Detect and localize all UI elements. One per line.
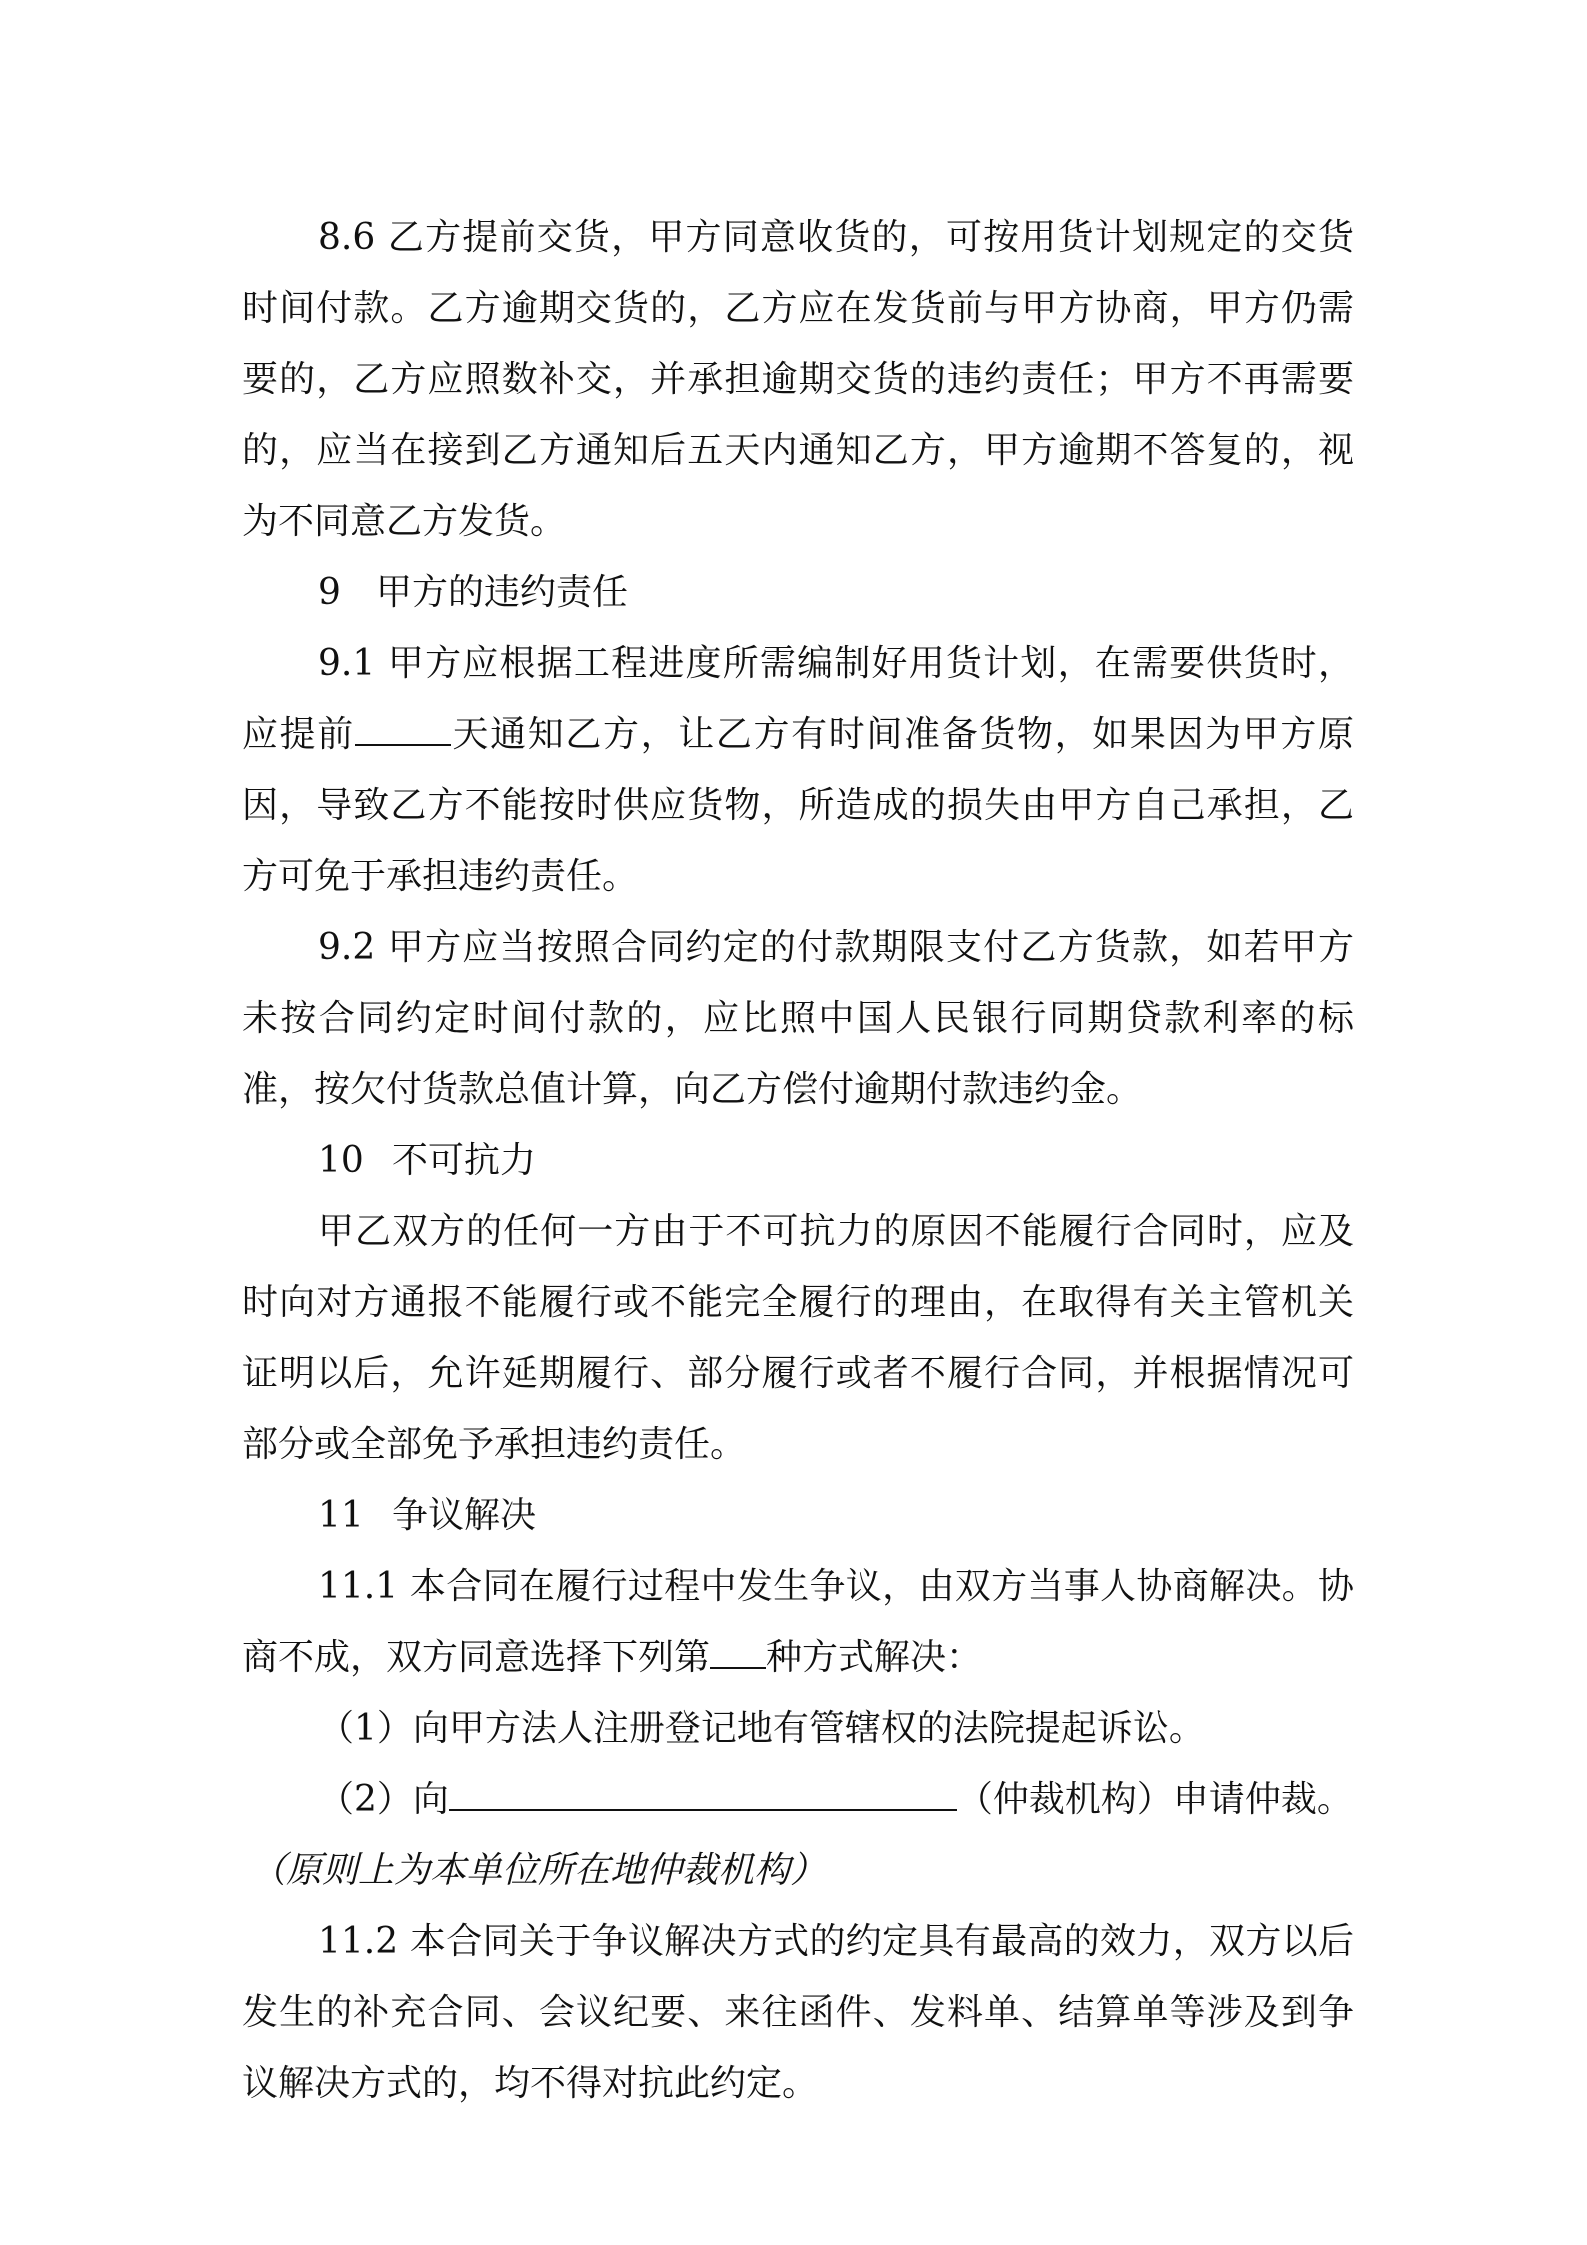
option-2-part-b: （仲裁机构）申请仲裁。 xyxy=(956,1779,1353,1820)
clause-11-1 xyxy=(242,1551,1354,1693)
heading-10-number: 10 xyxy=(318,1140,364,1181)
heading-11 xyxy=(242,1480,1354,1551)
option-2-part-a: （2）向 xyxy=(318,1779,449,1820)
clause-8-6: 8.6 乙方提前交货，甲方同意收货的，可按用货计划规定的交货时间付款。乙方逾期交货的，乙方应在发货前与甲方协商，甲方仍需要的，乙方应照数补交，并承担逾期交货的违约责任；甲方不再需要的，应当在接到乙方通知后五天内通知乙方，甲方逾期不答复的，视为不同意乙方发货。 xyxy=(242,217,1354,542)
clause-10: 甲乙双方的任何一方由于不可抗力的原因不能履行合同时，应及时向对方通报不能履行或不能完全履行的理由，在取得有关主管机关证明以后，允许延期履行、部分履行或者不履行合同，并根据情况可部分或全部免予承担违约责任。 xyxy=(242,1211,1354,1465)
heading-9-number: 9 xyxy=(318,572,341,613)
clause-11-1-part-a: 11.1 本合同在履行过程中发生争议，由双方当事人协商解决。协商不成，双方同意选择下列第 xyxy=(242,1566,1354,1678)
document-page xyxy=(242,202,1354,2119)
option-1: （1）向甲方法人注册登记地有管辖权的法院提起诉讼。 xyxy=(318,1708,1205,1749)
clause-11-2: 11.2 本合同关于争议解决方式的约定具有最高的效力，双方以后发生的补充合同、会议纪要、来往函件、发料单、结算单等涉及到争议解决方式的，均不得对抗此约定。 xyxy=(242,1921,1354,2104)
clause-9-2: 9.2 甲方应当按照合同约定的付款期限支付乙方货款，如若甲方未按合同约定时间付款的，应比照中国人民银行同期贷款利率的标准，按欠付货款总值计算，向乙方偿付逾期付款违约金。 xyxy=(242,927,1354,1110)
arbitration-body-blank[interactable] xyxy=(449,1777,957,1811)
heading-11-number: 11 xyxy=(318,1495,364,1536)
clause-11-1-part-b: 种方式解决： xyxy=(766,1637,983,1678)
clause-9-1-part-b: 天通知乙方，让乙方有时间准备货物，如果因为甲方原因，导致乙方不能按时供应货物，所造成的损失由甲方自己承担，乙方可免于承担违约责任。 xyxy=(242,714,1354,897)
heading-9-title: 甲方的违约责任 xyxy=(376,572,629,613)
clause-9-1 xyxy=(242,628,1354,912)
heading-10 xyxy=(242,1125,1354,1196)
option-number-blank[interactable] xyxy=(710,1635,766,1669)
days-blank[interactable] xyxy=(355,712,451,746)
option-2 xyxy=(242,1764,1354,1835)
heading-10-title: 不可抗力 xyxy=(392,1140,537,1181)
clause-9-1-part-a: 9.1 甲方应根据工程进度所需编制好用货计划，在需要供货时，应提前 xyxy=(242,643,1354,755)
heading-11-title: 争议解决 xyxy=(392,1495,537,1536)
heading-9 xyxy=(242,557,1354,628)
arbitration-note: （原则上为本单位所在地仲裁机构） xyxy=(250,1850,827,1891)
